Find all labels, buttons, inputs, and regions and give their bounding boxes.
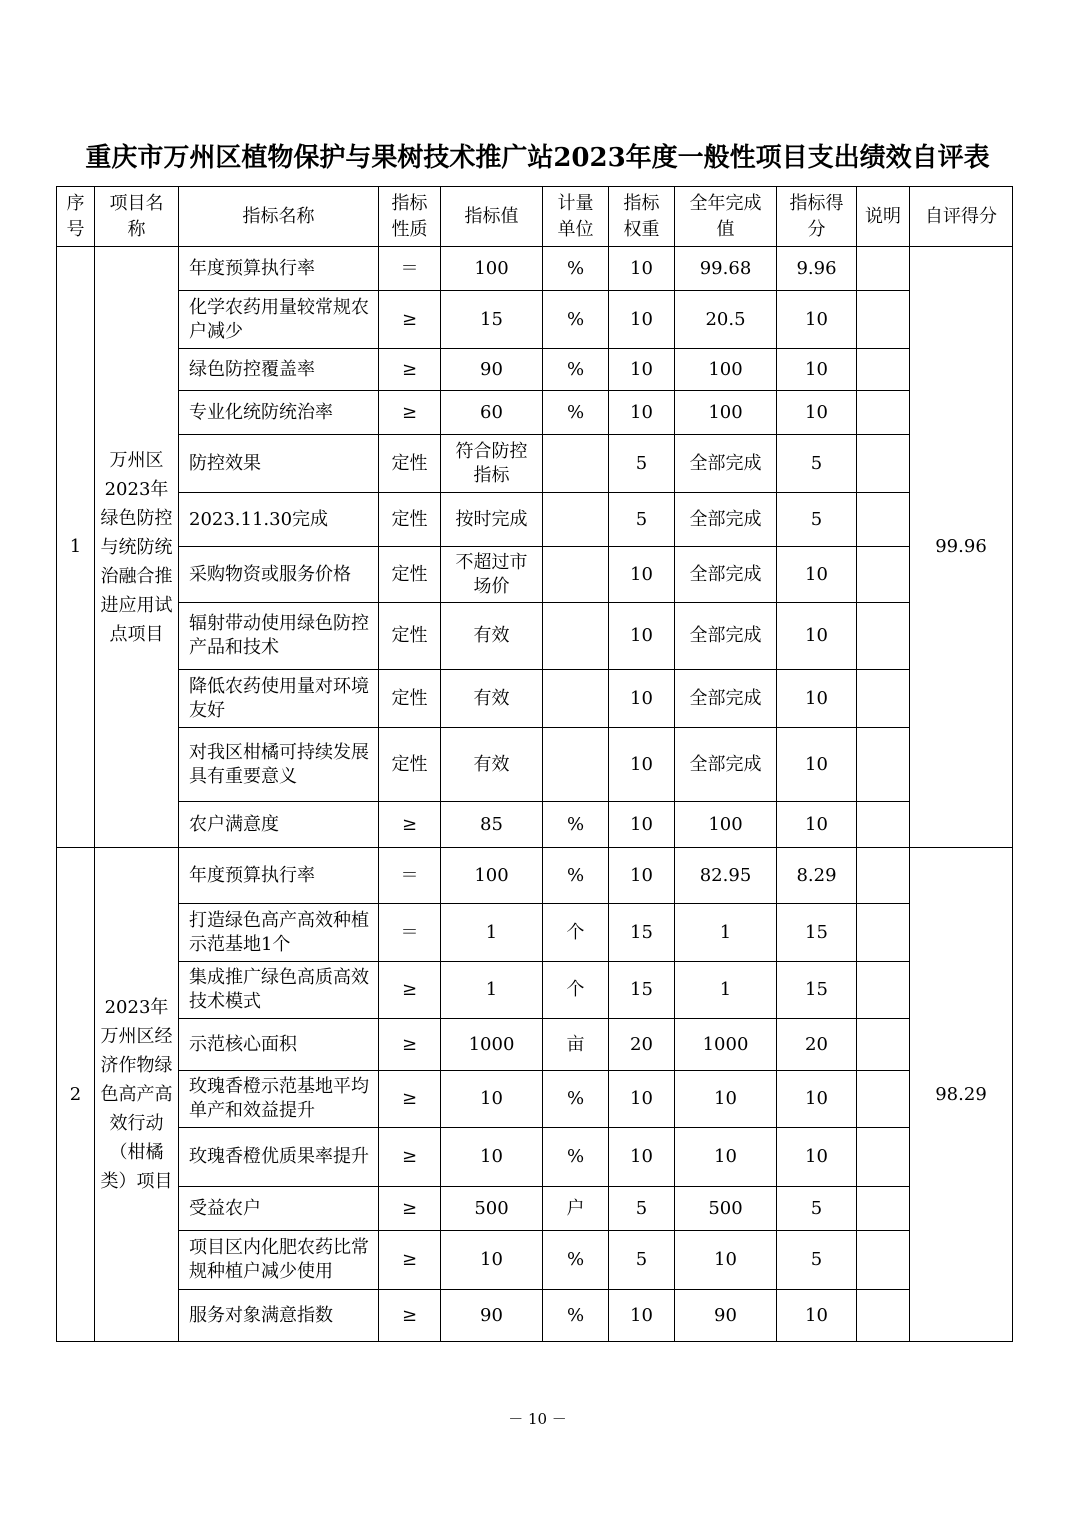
cell-score: 5 — [777, 493, 857, 547]
cell-nature: ≥ — [379, 1128, 441, 1187]
cell-nature: ＝ — [379, 848, 441, 904]
cell-indicator: 年度预算执行率 — [179, 848, 379, 904]
cell-weight: 10 — [609, 670, 675, 728]
cell-note — [857, 493, 910, 547]
cell-completed: 全部完成 — [675, 493, 777, 547]
header-indicator: 指标名称 — [179, 187, 379, 247]
cell-unit: % — [543, 1231, 609, 1290]
cell-score: 10 — [777, 1071, 857, 1128]
header-self-score: 自评得分 — [910, 187, 1013, 247]
cell-score: 10 — [777, 547, 857, 603]
cell-note — [857, 603, 910, 670]
cell-score: 20 — [777, 1019, 857, 1071]
project-name: 2023年万州区经济作物绿色高产高效行动（柑橘类）项目 — [95, 848, 179, 1342]
cell-nature: ＝ — [379, 904, 441, 962]
cell-score: 9.96 — [777, 247, 857, 291]
cell-nature: ≥ — [379, 802, 441, 848]
cell-indicator: 化学农药用量较常规农户减少 — [179, 291, 379, 349]
cell-completed: 100 — [675, 391, 777, 435]
cell-note — [857, 547, 910, 603]
cell-value: 按时完成 — [441, 493, 543, 547]
cell-note — [857, 848, 910, 904]
cell-weight: 10 — [609, 603, 675, 670]
cell-unit: % — [543, 802, 609, 848]
page-number: － 10 － — [508, 1410, 567, 1428]
cell-note — [857, 728, 910, 802]
cell-weight: 10 — [609, 728, 675, 802]
cell-nature: 定性 — [379, 435, 441, 493]
cell-completed: 99.68 — [675, 247, 777, 291]
cell-unit — [543, 603, 609, 670]
cell-value: 1 — [441, 962, 543, 1019]
cell-weight: 10 — [609, 802, 675, 848]
cell-nature: ≥ — [379, 1290, 441, 1342]
cell-indicator: 防控效果 — [179, 435, 379, 493]
header-unit: 计量单位 — [543, 187, 609, 247]
header-project: 项目名称 — [95, 187, 179, 247]
cell-unit: % — [543, 349, 609, 391]
cell-note — [857, 1071, 910, 1128]
cell-unit — [543, 547, 609, 603]
cell-value: 有效 — [441, 603, 543, 670]
table-row — [57, 1290, 1013, 1342]
cell-note — [857, 802, 910, 848]
cell-nature: ≥ — [379, 291, 441, 349]
cell-unit: 个 — [543, 904, 609, 962]
cell-value: 60 — [441, 391, 543, 435]
project-seq: 1 — [57, 247, 95, 848]
cell-score: 5 — [777, 1187, 857, 1231]
cell-indicator: 集成推广绿色高质高效技术模式 — [179, 962, 379, 1019]
cell-score: 10 — [777, 1290, 857, 1342]
cell-indicator: 示范核心面积 — [179, 1019, 379, 1071]
cell-value: 符合防控指标 — [441, 435, 543, 493]
cell-completed: 500 — [675, 1187, 777, 1231]
cell-value: 90 — [441, 1290, 543, 1342]
cell-note — [857, 670, 910, 728]
cell-nature: ≥ — [379, 1187, 441, 1231]
cell-note — [857, 904, 910, 962]
cell-weight: 5 — [609, 1187, 675, 1231]
table-row — [57, 1231, 1013, 1290]
cell-completed: 20.5 — [675, 291, 777, 349]
header-weight: 指标权重 — [609, 187, 675, 247]
project-self-score: 99.96 — [910, 247, 1013, 848]
cell-score: 5 — [777, 1231, 857, 1290]
cell-unit — [543, 728, 609, 802]
table-row — [57, 962, 1013, 1019]
cell-indicator: 采购物资或服务价格 — [179, 547, 379, 603]
table-row — [57, 493, 1013, 547]
cell-completed: 90 — [675, 1290, 777, 1342]
cell-value: 10 — [441, 1071, 543, 1128]
cell-indicator: 年度预算执行率 — [179, 247, 379, 291]
table-row — [57, 603, 1013, 670]
cell-weight: 5 — [609, 493, 675, 547]
cell-value: 1 — [441, 904, 543, 962]
cell-indicator: 服务对象满意指数 — [179, 1290, 379, 1342]
cell-unit — [543, 493, 609, 547]
cell-completed: 10 — [675, 1128, 777, 1187]
header-completed: 全年完成值 — [675, 187, 777, 247]
cell-score: 10 — [777, 603, 857, 670]
cell-value: 15 — [441, 291, 543, 349]
cell-score: 10 — [777, 349, 857, 391]
table-row — [57, 1128, 1013, 1187]
cell-note — [857, 962, 910, 1019]
cell-weight: 10 — [609, 848, 675, 904]
header-nature: 指标性质 — [379, 187, 441, 247]
cell-value: 1000 — [441, 1019, 543, 1071]
cell-weight: 20 — [609, 1019, 675, 1071]
page-title: 重庆市万州区植物保护与果树技术推广站2023年度一般性项目支出绩效自评表 — [85, 143, 990, 173]
cell-unit: % — [543, 1071, 609, 1128]
cell-completed: 1 — [675, 962, 777, 1019]
cell-completed: 10 — [675, 1231, 777, 1290]
cell-unit — [543, 435, 609, 493]
cell-score: 15 — [777, 904, 857, 962]
cell-unit: % — [543, 291, 609, 349]
cell-unit: 个 — [543, 962, 609, 1019]
cell-indicator: 降低农药使用量对环境友好 — [179, 670, 379, 728]
cell-indicator: 项目区内化肥农药比常规种植户减少使用 — [179, 1231, 379, 1290]
table-row — [57, 1187, 1013, 1231]
cell-completed: 全部完成 — [675, 728, 777, 802]
cell-weight: 10 — [609, 247, 675, 291]
cell-value: 500 — [441, 1187, 543, 1231]
table-row — [57, 247, 1013, 291]
cell-completed: 全部完成 — [675, 547, 777, 603]
cell-indicator: 打造绿色高产高效种植示范基地1个 — [179, 904, 379, 962]
cell-score: 10 — [777, 1128, 857, 1187]
cell-value: 100 — [441, 247, 543, 291]
cell-value: 100 — [441, 848, 543, 904]
cell-indicator: 2023.11.30完成 — [179, 493, 379, 547]
cell-completed: 1000 — [675, 1019, 777, 1071]
table-row — [57, 391, 1013, 435]
cell-score: 8.29 — [777, 848, 857, 904]
cell-indicator: 受益农户 — [179, 1187, 379, 1231]
cell-completed: 1 — [675, 904, 777, 962]
cell-weight: 10 — [609, 291, 675, 349]
header-value: 指标值 — [441, 187, 543, 247]
project-seq: 2 — [57, 848, 95, 1342]
cell-score: 10 — [777, 728, 857, 802]
cell-note — [857, 247, 910, 291]
table-body — [57, 247, 1013, 1342]
table-row — [57, 904, 1013, 962]
cell-nature: ≥ — [379, 1019, 441, 1071]
cell-note — [857, 291, 910, 349]
header-row — [57, 187, 1013, 247]
cell-nature: ≥ — [379, 349, 441, 391]
cell-indicator: 绿色防控覆盖率 — [179, 349, 379, 391]
table-row — [57, 670, 1013, 728]
header-score: 指标得分 — [777, 187, 857, 247]
table-row — [57, 802, 1013, 848]
cell-note — [857, 435, 910, 493]
cell-weight: 10 — [609, 1071, 675, 1128]
header-seq: 序号 — [57, 187, 95, 247]
table-row — [57, 1019, 1013, 1071]
cell-nature: ＝ — [379, 247, 441, 291]
cell-weight: 10 — [609, 349, 675, 391]
cell-unit: % — [543, 247, 609, 291]
table-row — [57, 1071, 1013, 1128]
cell-completed: 100 — [675, 349, 777, 391]
cell-nature: ≥ — [379, 1071, 441, 1128]
cell-value: 85 — [441, 802, 543, 848]
cell-weight: 10 — [609, 547, 675, 603]
cell-indicator: 专业化统防统治率 — [179, 391, 379, 435]
header-note: 说明 — [857, 187, 910, 247]
cell-weight: 15 — [609, 962, 675, 1019]
cell-value: 10 — [441, 1128, 543, 1187]
cell-nature: 定性 — [379, 670, 441, 728]
cell-unit: % — [543, 1128, 609, 1187]
cell-value: 10 — [441, 1231, 543, 1290]
cell-weight: 10 — [609, 1128, 675, 1187]
cell-score: 10 — [777, 391, 857, 435]
cell-completed: 100 — [675, 802, 777, 848]
cell-weight: 5 — [609, 1231, 675, 1290]
cell-value: 90 — [441, 349, 543, 391]
cell-score: 5 — [777, 435, 857, 493]
cell-unit: 亩 — [543, 1019, 609, 1071]
cell-completed: 全部完成 — [675, 435, 777, 493]
cell-unit: % — [543, 391, 609, 435]
cell-indicator: 辐射带动使用绿色防控产品和技术 — [179, 603, 379, 670]
cell-note — [857, 349, 910, 391]
cell-indicator: 玫瑰香橙优质果率提升 — [179, 1128, 379, 1187]
cell-indicator: 农户满意度 — [179, 802, 379, 848]
table-row — [57, 291, 1013, 349]
cell-weight: 10 — [609, 391, 675, 435]
cell-note — [857, 1128, 910, 1187]
table-row — [57, 848, 1013, 904]
table-row — [57, 435, 1013, 493]
cell-note — [857, 391, 910, 435]
cell-note — [857, 1290, 910, 1342]
cell-nature: ≥ — [379, 962, 441, 1019]
cell-note — [857, 1231, 910, 1290]
project-self-score: 98.29 — [910, 848, 1013, 1342]
cell-completed: 全部完成 — [675, 670, 777, 728]
cell-indicator: 玫瑰香橙示范基地平均单产和效益提升 — [179, 1071, 379, 1128]
cell-note — [857, 1019, 910, 1071]
cell-weight: 15 — [609, 904, 675, 962]
cell-unit: 户 — [543, 1187, 609, 1231]
cell-score: 10 — [777, 802, 857, 848]
cell-completed: 82.95 — [675, 848, 777, 904]
cell-completed: 10 — [675, 1071, 777, 1128]
cell-value: 有效 — [441, 670, 543, 728]
cell-note — [857, 1187, 910, 1231]
project-name: 万州区2023年绿色防控与统防统治融合推进应用试点项目 — [95, 247, 179, 848]
cell-unit: % — [543, 848, 609, 904]
cell-unit — [543, 670, 609, 728]
cell-nature: ≥ — [379, 391, 441, 435]
cell-value: 有效 — [441, 728, 543, 802]
cell-unit: % — [543, 1290, 609, 1342]
performance-table — [56, 186, 1013, 1342]
cell-nature: ≥ — [379, 1231, 441, 1290]
cell-indicator: 对我区柑橘可持续发展具有重要意义 — [179, 728, 379, 802]
cell-nature: 定性 — [379, 493, 441, 547]
cell-nature: 定性 — [379, 547, 441, 603]
table-row — [57, 349, 1013, 391]
cell-weight: 10 — [609, 1290, 675, 1342]
cell-nature: 定性 — [379, 728, 441, 802]
cell-score: 15 — [777, 962, 857, 1019]
cell-score: 10 — [777, 291, 857, 349]
table-row — [57, 728, 1013, 802]
cell-score: 10 — [777, 670, 857, 728]
cell-completed: 全部完成 — [675, 603, 777, 670]
cell-nature: 定性 — [379, 603, 441, 670]
cell-value: 不超过市场价 — [441, 547, 543, 603]
table-row — [57, 547, 1013, 603]
cell-weight: 5 — [609, 435, 675, 493]
